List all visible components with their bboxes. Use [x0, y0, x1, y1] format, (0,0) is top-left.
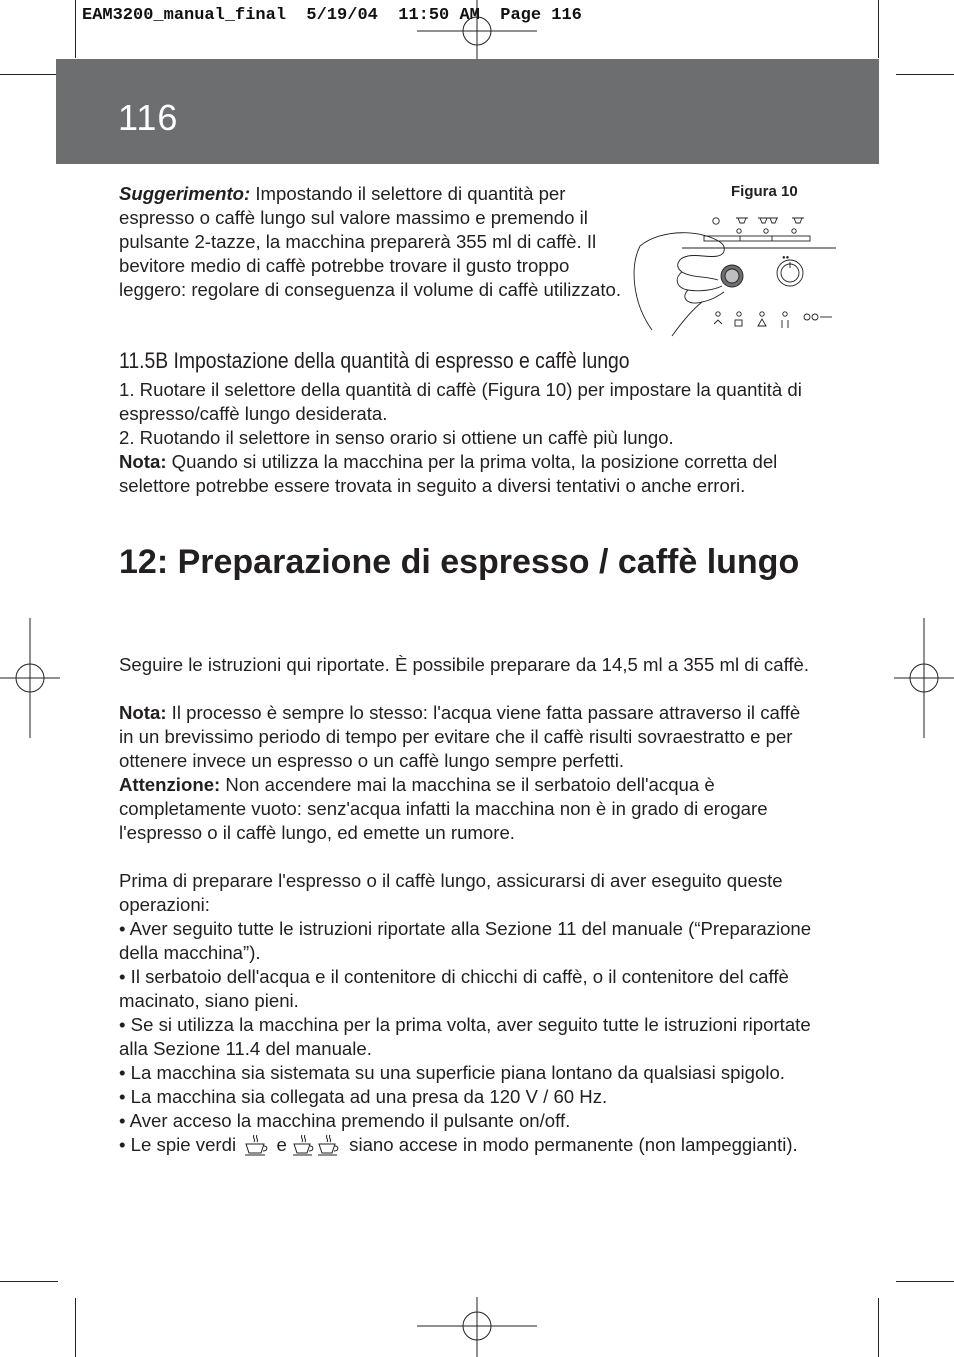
section-12-heading: 12: Preparazione di espresso / caffè lungo: [119, 543, 800, 581]
process-note-text: Il processo è sempre lo stesso: l'acqua viene fatta passare attraverso il caffè in un brevissimo periodo di tempo per evitare che il caffè risulti sovraestratto e per ottenere invece un espresso o un caffè lungo sempre perfetti.: [119, 702, 801, 771]
print-slug: EAM3200_manual_final 5/19/04 11:50 AM Page 116: [82, 6, 582, 25]
cup-icon: [736, 218, 748, 223]
warning-label: Attenzione:: [119, 774, 221, 795]
registration-mark-bottom: [417, 1297, 537, 1357]
bullet-item: • Se si utilizza la macchina per la prima volta, aver seguito tutte le istruzioni riportate alla Sezione 11.4 del manuale.: [119, 1014, 811, 1059]
bullet-item: • Il serbatoio dell'acqua e il contenitore di chicchi di caffè, o il contenitore del caffè macinato, siano pieni.: [119, 966, 789, 1011]
figure-10-control-panel: [622, 206, 838, 338]
last-bullet-mid: e: [276, 1134, 292, 1155]
section-11-5b-heading: 11.5B Impostazione della quantità di espresso e caffè lungo: [119, 348, 630, 373]
power-icon: [713, 218, 719, 224]
section-12-body: [119, 653, 819, 1157]
page-header-band: [56, 59, 879, 164]
tip-paragraph: [119, 182, 639, 302]
registration-mark-left: [0, 618, 60, 738]
page-number: 116: [118, 97, 179, 138]
one-cup-icon: [241, 1133, 271, 1157]
bullet-item: • Aver acceso la macchina premendo il pulsante on/off.: [119, 1110, 571, 1131]
tip-label: Suggerimento:: [119, 183, 251, 204]
steam-cup-icon: [792, 218, 804, 223]
last-bullet-end: siano accese in modo permanente (non lampeggianti).: [349, 1134, 798, 1155]
bullet-item: • La macchina sia collegata ad una presa da 120 V / 60 Hz.: [119, 1086, 608, 1107]
bullet-item-indicator-lights: [119, 1133, 819, 1157]
warning-text: Non accendere mai la macchina se il serbatoio dell'acqua è completamente vuoto: senz'acqua infatti la macchina non è in grado di erogare l'espresso o il caffè lungo, ed emette un rumore.: [119, 774, 768, 843]
section-11-5b-body: [119, 378, 819, 498]
coffee-grounds-icon: [714, 320, 722, 324]
registration-mark-top: [417, 0, 537, 60]
step-2: 2. Ruotando il selettore in senso orario si ottiene un caffè più lungo.: [119, 427, 674, 448]
last-bullet-start: • Le spie verdi: [119, 1134, 242, 1155]
warning-icon: [758, 319, 766, 326]
before-paragraph: Prima di preparare l'espresso o il caffè lungo, assicurarsi di aver eseguito queste operazioni:: [119, 870, 783, 915]
bullet-item: • Aver seguito tutte le istruzioni riportate alla Sezione 11 del manuale (“Preparazione della macchina”).: [119, 918, 812, 963]
steam-knob-icon: [782, 320, 788, 328]
two-cups-icon: [758, 218, 778, 223]
step-1: 1. Ruotare il selettore della quantità di caffè (Figura 10) per impostare la quantità di espresso/caffè lungo desiderata.: [119, 379, 802, 424]
note-label: Nota:: [119, 451, 167, 472]
bullet-item: • La macchina sia sistemata su una superficie piana lontano da qualsiasi spigolo.: [119, 1062, 785, 1083]
figure-label: Figura 10: [731, 183, 798, 200]
tip-text: Impostando il selettore di quantità per espresso o caffè lungo sul valore massimo e premendo il pulsante 2-tazze, la macchina preparerà 355 ml di caffè. Il bevitore medio di caffè potrebbe trovare il gusto troppo leggero: regolare di conseguenza il volume di caffè utilizzato.: [119, 183, 621, 300]
svg-text:●●: ●●: [782, 255, 790, 261]
water-tank-icon: [735, 320, 742, 326]
intro-paragraph: Seguire le istruzioni qui riportate. È possibile preparare da 14,5 ml a 355 ml di caffè.: [119, 654, 810, 675]
process-note-label: Nota:: [119, 702, 167, 723]
note-text: Quando si utilizza la macchina per la prima volta, la posizione corretta del selettore potrebbe essere trovata in seguito a diversi tentativi o anche errori.: [119, 451, 778, 496]
two-cups-icon: [292, 1133, 344, 1157]
registration-mark-right: [894, 618, 954, 738]
